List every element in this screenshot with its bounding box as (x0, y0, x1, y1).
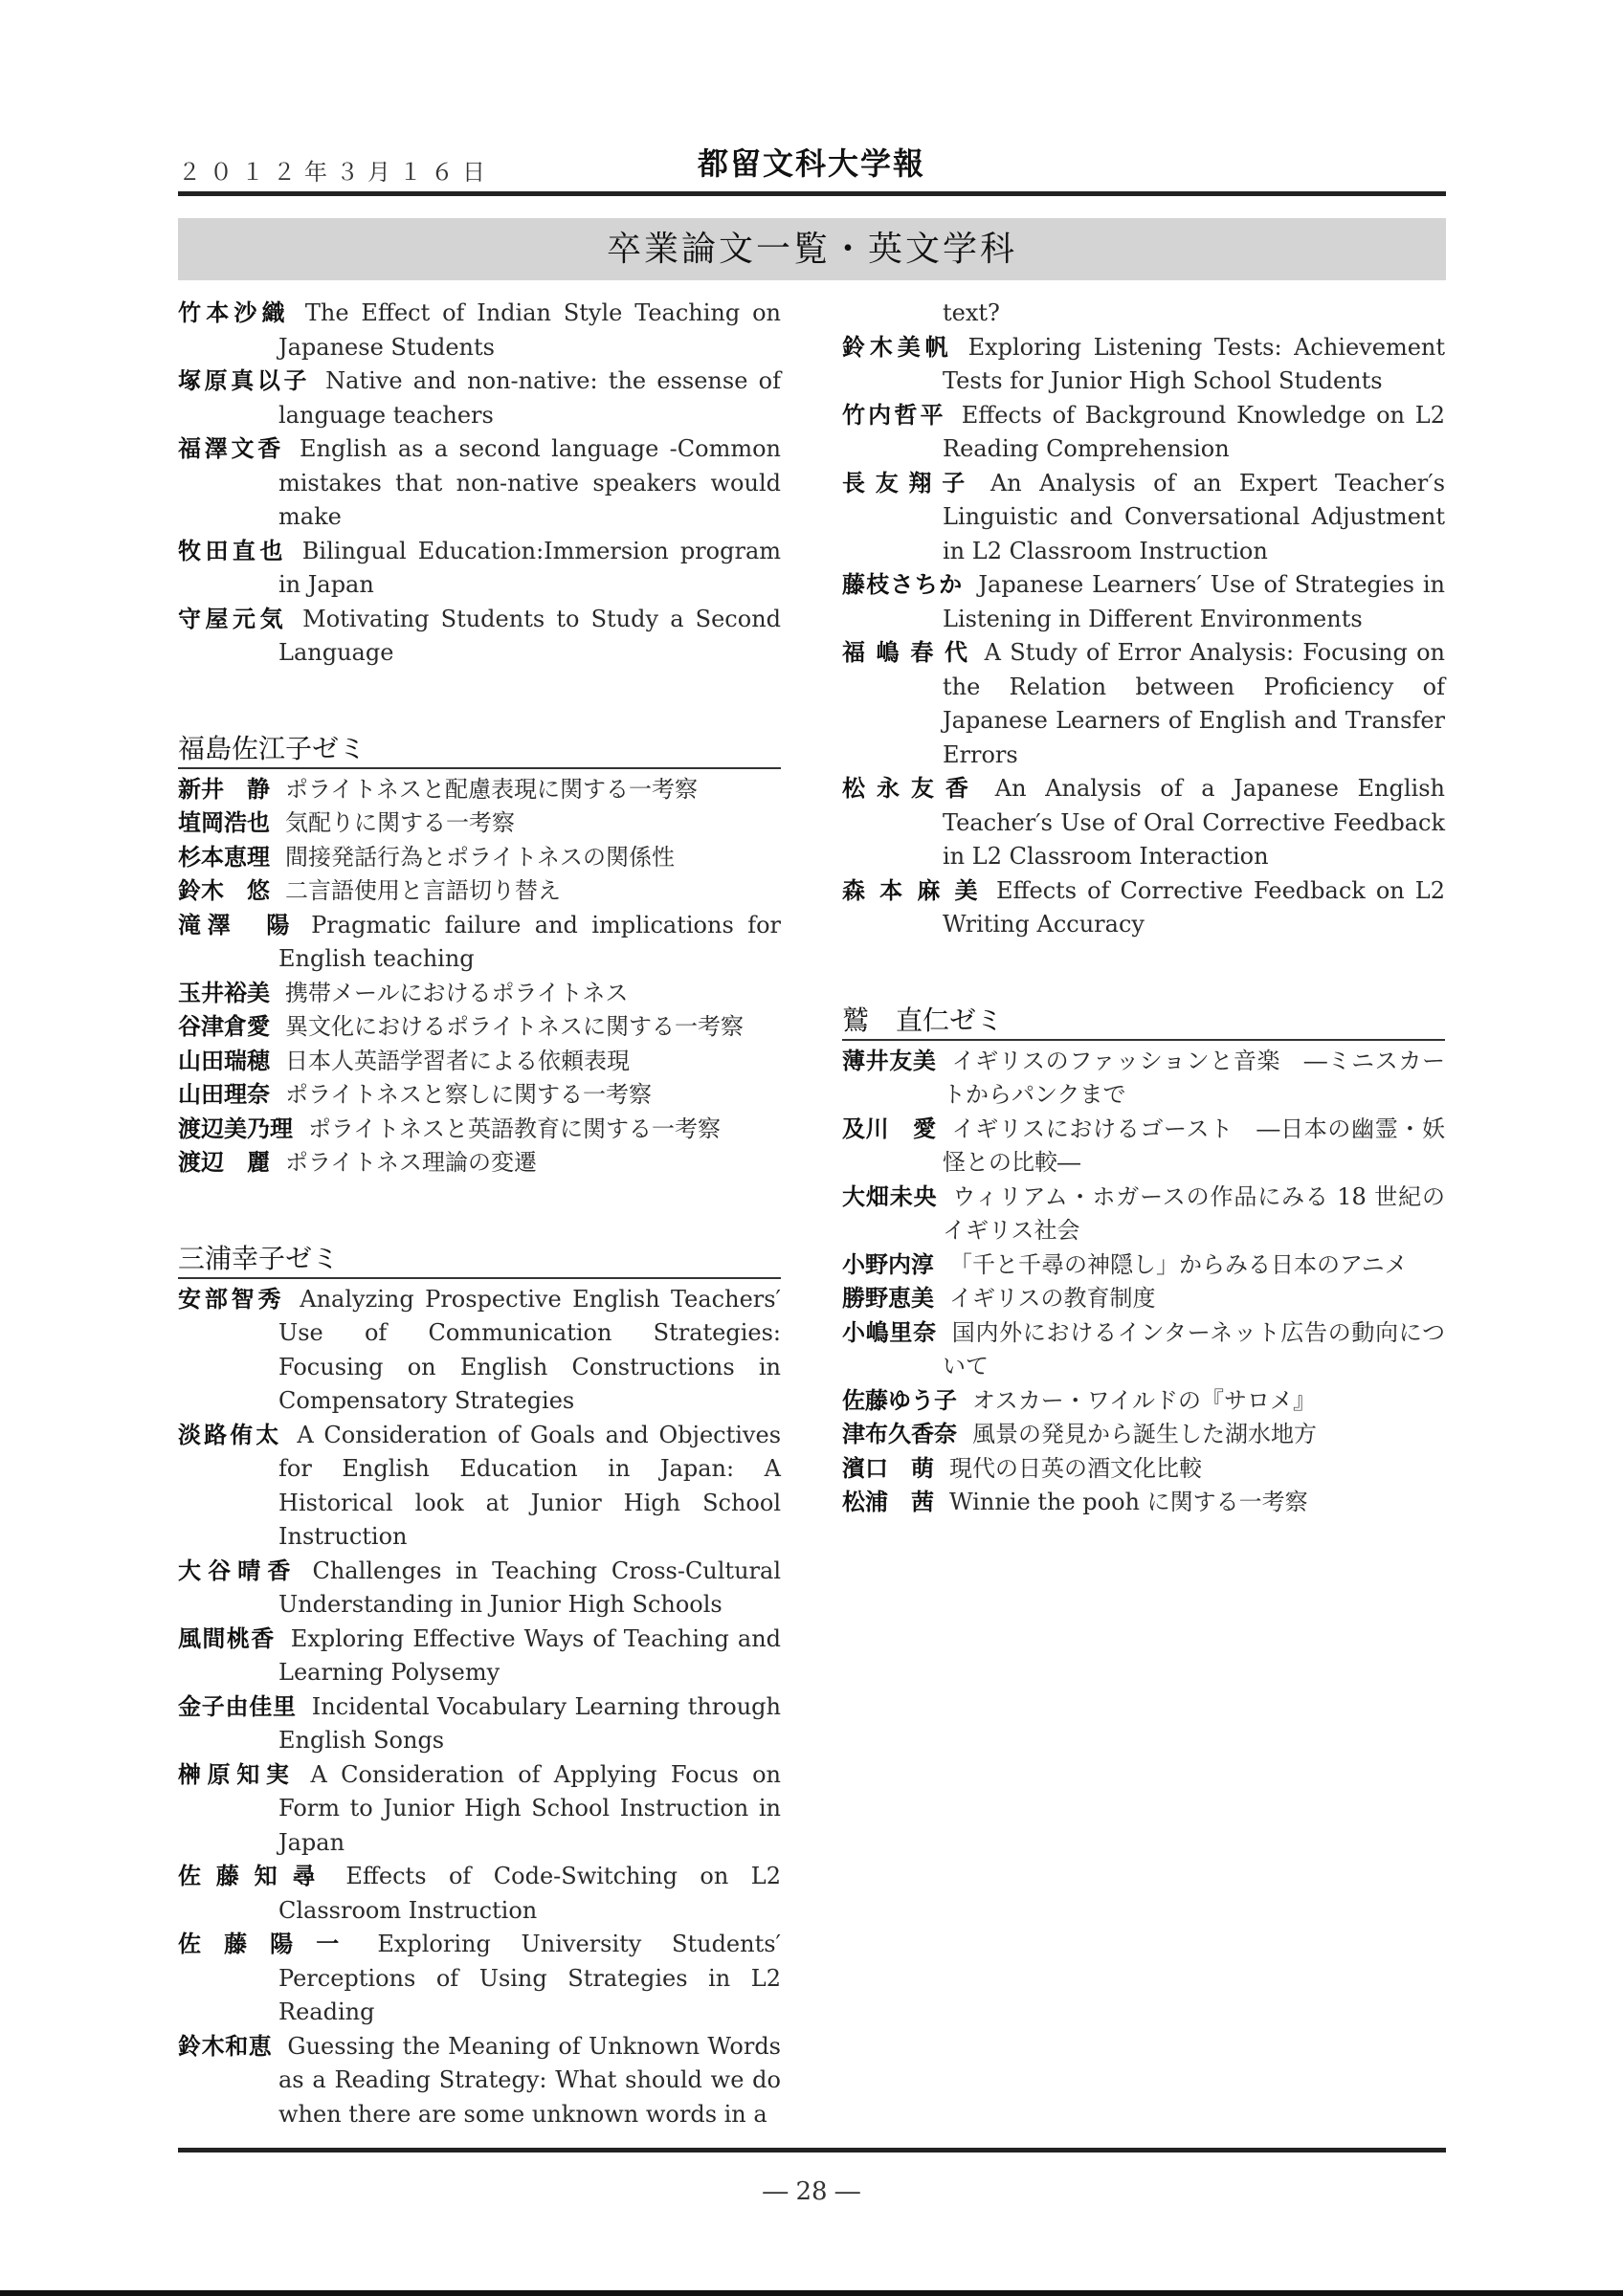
thesis-title: 二言語使用と言語切り替え (285, 877, 561, 904)
student-name: 埴岡浩也 (178, 809, 270, 836)
header-rule (178, 191, 1446, 196)
student-name: 山田瑞穂 (178, 1047, 270, 1074)
student-name: 森 本 麻 美 (842, 876, 981, 904)
student-name: 及川 愛 (842, 1115, 937, 1142)
thesis-title: Exploring University Students′ Perceptions of Using Strategies in L2 Reading (278, 1931, 781, 2025)
publication-date: ２０１２年３月１６日 (178, 159, 494, 186)
entry-list (842, 331, 1445, 942)
student-name: 榊原知実 (178, 1760, 296, 1788)
thesis-title: A Consideration of Goals and Objectives for English Education in Japan: A Historical look at Junior High School Instruction (278, 1421, 782, 1550)
thesis-entry (842, 467, 1445, 569)
thesis-entry (178, 1045, 781, 1079)
student-name: 渡辺美乃理 (178, 1115, 293, 1142)
student-name: 玉井裕美 (178, 979, 270, 1006)
thesis-title: 現代の日英の酒文化比較 (949, 1454, 1202, 1482)
thesis-title: Bilingual Education:Immersion program in Japan (278, 537, 782, 598)
thesis-title: ポライトネスと配慮表現に関する一考察 (285, 775, 699, 803)
thesis-title: Guessing the Meaning of Unknown Words as a Reading Strategy: What should we do when there are some unknown words in a (278, 2032, 781, 2128)
left-column (178, 297, 781, 2131)
student-name: 渡辺 麗 (178, 1149, 270, 1176)
thesis-entry (178, 1623, 781, 1690)
student-name: 杉本恵理 (178, 843, 270, 871)
thesis-title: An Analysis of an Expert Teacher′s Linguistic and Conversational Adjustment in L2 Classroom Instruction (943, 469, 1446, 564)
student-name: 淡路侑太 (178, 1421, 282, 1448)
student-name: 大谷晴香 (178, 1556, 298, 1584)
thesis-entry (178, 1078, 781, 1113)
thesis-entry (842, 1045, 1445, 1113)
student-name: 長友翔子 (842, 469, 975, 497)
thesis-entry (178, 1555, 781, 1623)
thesis-title: 「千と千尋の神隠し」からみる日本のアニメ (949, 1250, 1408, 1278)
thesis-entry (178, 1283, 781, 1419)
thesis-entry (842, 772, 1445, 874)
student-name: 大畑未央 (842, 1182, 938, 1210)
thesis-title: ポライトネスと察しに関する一考察 (285, 1081, 653, 1108)
entry-list (842, 1045, 1445, 1520)
thesis-entry (178, 364, 781, 432)
student-name: 牧田直也 (178, 537, 287, 564)
thesis-title: Pragmatic failure and implications for English teaching (278, 911, 781, 972)
thesis-entry (178, 909, 781, 977)
thesis-title: イギリスのファッションと音楽 ―ミニスカートからパンクまで (943, 1047, 1446, 1108)
thesis-title: 風景の発見から誕生した湖水地方 (972, 1421, 1317, 1447)
thesis-entry (178, 1758, 781, 1861)
seminar-heading: 鷲 直仁ゼミ (842, 1004, 1445, 1041)
page-bottom-edge (0, 2290, 1623, 2296)
thesis-entry (842, 1452, 1445, 1487)
student-name: 福澤文香 (178, 435, 284, 462)
thesis-title: Japanese Learners′ Use of Strategies in Listening in Different Environments (943, 571, 1446, 632)
thesis-title: Challenges in Teaching Cross-Cultural Understanding in Junior High Schools (278, 1556, 781, 1618)
thesis-title: Motivating Students to Study a Second Language (278, 605, 782, 666)
student-name: 佐藤知尋 (178, 1863, 331, 1889)
student-name: 津布久香奈 (842, 1421, 957, 1447)
student-name: 谷津倉愛 (178, 1013, 270, 1040)
thesis-title: Effects of Code-Switching on L2 Classroom Instruction (278, 1863, 782, 1924)
student-name: 山田理奈 (178, 1081, 270, 1108)
thesis-title: オスカー・ワイルドの『サロメ』 (972, 1386, 1317, 1414)
thesis-entry (178, 432, 781, 535)
student-name: 守屋元気 (178, 605, 288, 632)
thesis-entry (178, 1010, 781, 1045)
thesis-entry (178, 1146, 781, 1181)
student-name: 佐藤陽一 (178, 1931, 363, 1957)
student-name: 小野内淳 (842, 1250, 934, 1278)
student-name: 竹本沙織 (178, 299, 290, 326)
thesis-entry (178, 297, 781, 364)
entry-list (178, 297, 781, 671)
thesis-entry (842, 1316, 1445, 1384)
entry-list (178, 773, 781, 1181)
thesis-title: ポライトネスと英語教育に関する一考察 (308, 1115, 722, 1142)
thesis-title: The Effect of Indian Style Teaching on Japanese Students (278, 299, 781, 361)
seminar-heading: 三浦幸子ゼミ (178, 1242, 781, 1279)
student-name: 塚原真以子 (178, 367, 311, 394)
thesis-title: イギリスにおけるゴースト ―日本の幽霊・妖怪との比較― (943, 1115, 1446, 1176)
thesis-entry (178, 1690, 781, 1758)
student-name: 鈴木美帆 (842, 333, 953, 361)
publication-title: 都留文科大学報 (697, 145, 925, 182)
student-name: 藤枝さちか (842, 571, 964, 598)
thesis-title: Native and non-native: the essense of language teachers (278, 367, 781, 429)
thesis-title: An Analysis of a Japanese English Teacher′s Use of Oral Corrective Feedback in L2 Classroom Interaction (943, 775, 1445, 870)
thesis-title: Effects of Corrective Feedback on L2 Writing Accuracy (943, 876, 1445, 938)
thesis-title: ポライトネス理論の変遷 (285, 1149, 538, 1176)
thesis-entry (842, 1486, 1445, 1520)
thesis-entry (178, 1928, 781, 2030)
thesis-entry (842, 1113, 1445, 1181)
thesis-title: 国内外におけるインターネット広告の動向について (943, 1318, 1446, 1380)
student-name: 風間桃香 (178, 1624, 276, 1652)
thesis-entry (842, 1282, 1445, 1316)
thesis-entry (178, 1419, 781, 1555)
thesis-title: 間接発話行為とポライトネスの関係性 (285, 843, 676, 871)
thesis-title: A Consideration of Applying Focus on Form to Junior High School Instruction in Japan (278, 1760, 782, 1856)
thesis-title: イギリスの教育制度 (949, 1285, 1156, 1312)
continued-title: text? (943, 299, 1000, 326)
student-name: 滝澤 陽 (178, 911, 297, 938)
thesis-title: 異文化におけるポライトネスに関する一考察 (285, 1013, 745, 1040)
thesis-title: Incidental Vocabulary Learning through English Songs (278, 1692, 782, 1754)
thesis-entry (842, 1181, 1445, 1248)
student-name: 佐藤ゆう子 (842, 1386, 957, 1414)
thesis-entry (842, 568, 1445, 636)
thesis-entry (842, 399, 1445, 467)
thesis-title: A Study of Error Analysis: Focusing on the Relation between Proficiency of Japanese Learners of English and Transfer Errors (943, 639, 1446, 768)
thesis-entry (178, 2030, 781, 2132)
page-number: ― 28 ― (763, 2177, 860, 2206)
section-title: 卒業論文一覧・英文学科 (178, 218, 1446, 280)
thesis-entry (178, 977, 781, 1011)
thesis-entry (842, 331, 1445, 399)
thesis-title: 日本人英語学習者による依頼表現 (285, 1047, 630, 1074)
student-name: 小嶋里奈 (842, 1318, 937, 1346)
student-name: 竹内哲平 (842, 401, 946, 429)
thesis-title: ウィリアム・ホガースの作品にみる 18 世紀のイギリス社会 (943, 1182, 1445, 1244)
student-name: 薄井友美 (842, 1047, 937, 1074)
student-name: 鈴木和恵 (178, 2032, 273, 2060)
seminar-heading: 福島佐江子ゼミ (178, 732, 781, 769)
thesis-entry (178, 806, 781, 841)
student-name: 松永友香 (842, 775, 980, 802)
thesis-title: English as a second language -Common mistakes that non-native speakers would make (278, 435, 781, 530)
student-name: 勝野恵美 (842, 1285, 934, 1312)
thesis-entry (178, 841, 781, 875)
student-name: 新井 静 (178, 775, 270, 803)
thesis-entry (178, 535, 781, 603)
thesis-entry (178, 1860, 781, 1928)
thesis-entry (842, 874, 1445, 942)
thesis-entry (842, 1418, 1445, 1452)
thesis-title: 携帯メールにおけるポライトネス (285, 979, 629, 1006)
thesis-entry (178, 773, 781, 807)
student-name: 金子由佳里 (178, 1692, 297, 1720)
footer-rule (178, 2148, 1446, 2152)
thesis-title: Analyzing Prospective English Teachers′ Use of Communication Strategies: Focusing on English Constructions in Compensatory Strategies (278, 1285, 782, 1414)
student-name: 松浦 茜 (842, 1489, 934, 1515)
thesis-title: Effects of Background Knowledge on L2 Reading Comprehension (943, 401, 1445, 462)
thesis-entry (178, 603, 781, 671)
right-column (842, 297, 1445, 1520)
thesis-title: Exploring Effective Ways of Teaching and Learning Polysemy (278, 1624, 782, 1686)
student-name: 福 嶋 春 代 (842, 639, 969, 666)
thesis-entry (178, 1113, 781, 1147)
student-name: 安部智秀 (178, 1285, 285, 1313)
entry-list (178, 1283, 781, 2132)
thesis-title: Winnie the pooh に関する一考察 (949, 1489, 1308, 1515)
student-name: 鈴木 悠 (178, 877, 270, 904)
thesis-entry (842, 1248, 1445, 1283)
thesis-entry (842, 636, 1445, 772)
thesis-entry (842, 1384, 1445, 1419)
student-name: 濱口 萌 (842, 1454, 934, 1482)
thesis-entry (178, 874, 781, 909)
thesis-title: 気配りに関する一考察 (285, 809, 515, 836)
thesis-title: Exploring Listening Tests: Achievement Tests for Junior High School Students (943, 333, 1446, 394)
